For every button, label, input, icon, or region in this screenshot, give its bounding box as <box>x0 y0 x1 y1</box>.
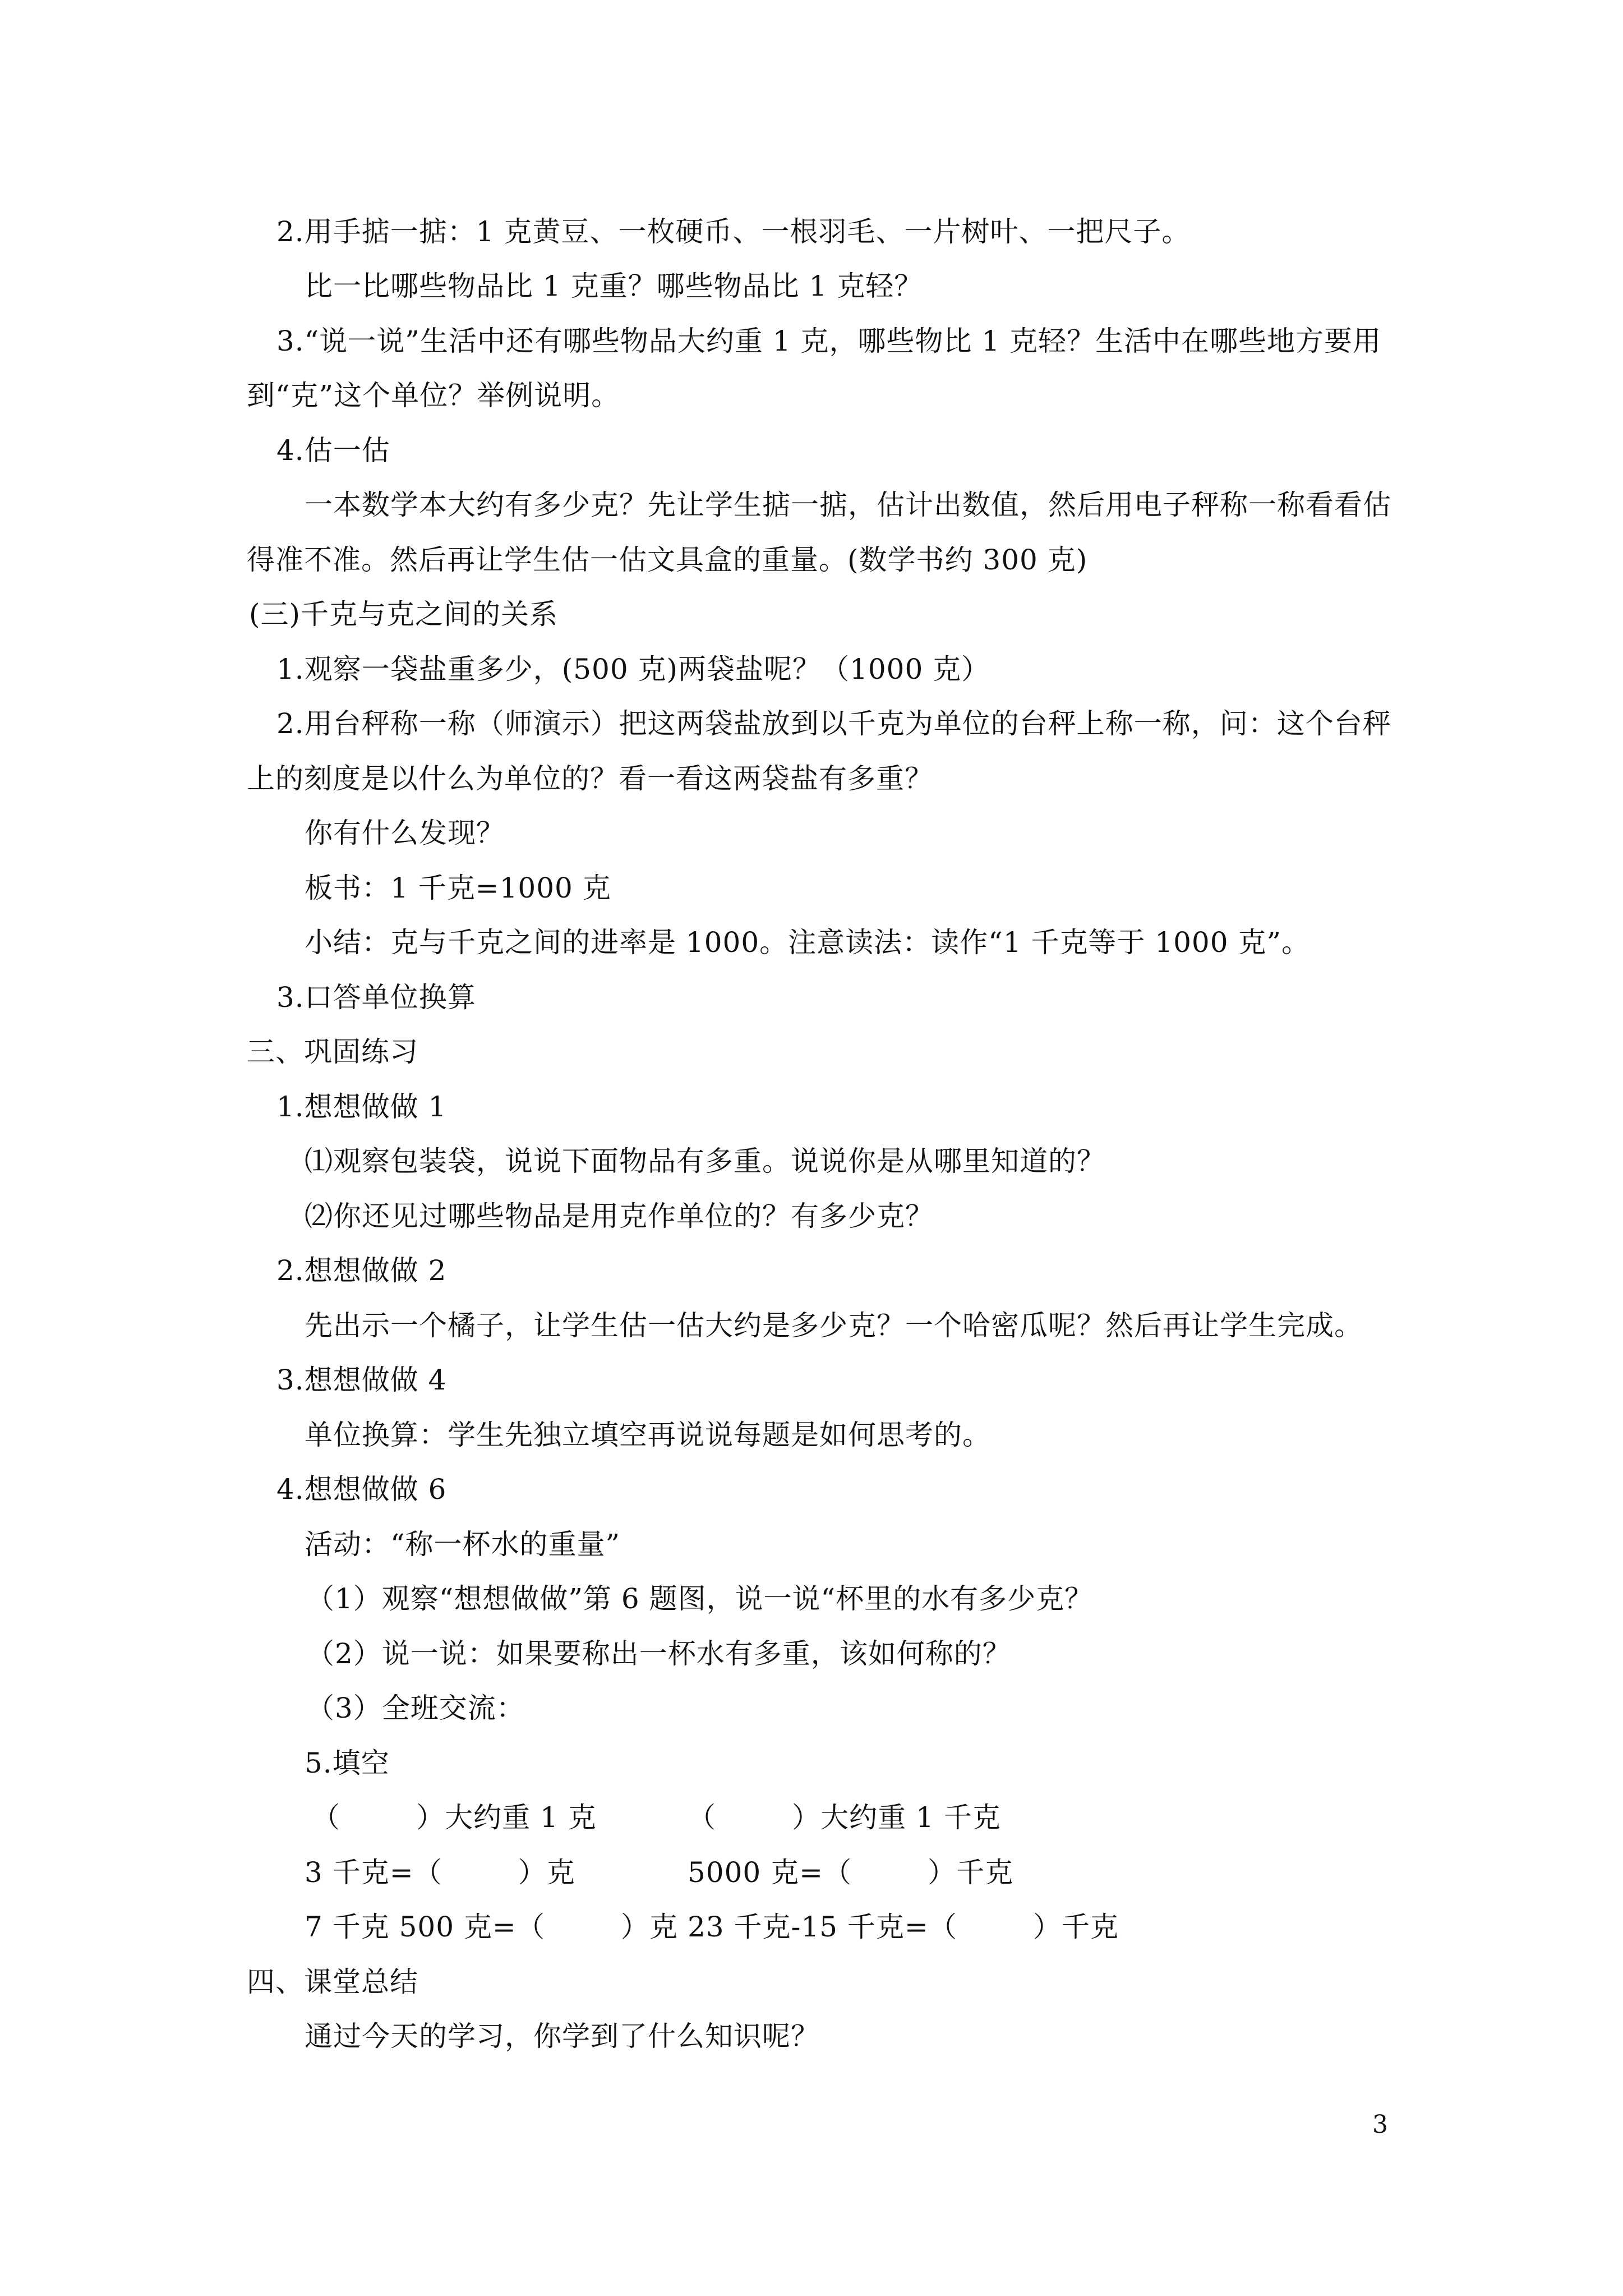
item-3-say-line2: 到“克”这个单位？举例说明。 <box>247 379 620 412</box>
estimate-text-line1: 一本数学本大约有多少克？先让学生掂一掂，估计出数值，然后用电子秤称一称看看估 <box>305 489 1391 521</box>
fill-blank-3-left: 7 千克 500 克=（ ）克 <box>305 1911 678 1943</box>
fill-blank-1-left: （ ）大约重 1 克 <box>312 1801 597 1834</box>
compare-question: 比一比哪些物品比 1 克重？哪些物品比 1 克轻？ <box>305 270 923 302</box>
exercise-1-q2: ⑵你还见过哪些物品是用克作单位的？有多少克？ <box>305 1200 934 1232</box>
exercise-6-heading: 4.想想做做 6 <box>276 1473 447 1506</box>
exercise-2-heading: 2.想想做做 2 <box>276 1254 447 1287</box>
exercise-1-heading: 1.想想做做 1 <box>276 1091 447 1123</box>
page-number: 3 <box>1372 2110 1388 2139</box>
exercise-2-text: 先出示一个橘子，让学生估一估大约是多少克？一个哈密瓜呢？然后再让学生完成。 <box>305 1309 1363 1342</box>
summary-note: 小结：克与千克之间的进率是 1000。注意读法：读作“1 千克等于 1000 克”。 <box>305 926 1310 959</box>
estimate-text-line2: 得准不准。然后再让学生估一估文具盒的重量。(数学书约 300 克) <box>247 544 1088 576</box>
exercise-4-text: 单位换算：学生先独立填空再说说每题是如何思考的。 <box>305 1419 991 1451</box>
item-2-weigh-by-hand: 2.用手掂一掂：1 克黄豆、一枚硬币、一根羽毛、一片树叶、一把尺子。 <box>276 215 1191 248</box>
closing-question: 通过今天的学习，你学到了什么知识呢？ <box>305 2020 819 2053</box>
scale-demo-line1: 2.用台秤称一称（师演示）把这两袋盐放到以千克为单位的台秤上称一称，问：这个台秤 <box>276 707 1391 740</box>
fill-blank-3-right: 23 千克-15 千克=（ ）千克 <box>688 1911 1119 1943</box>
fill-blank-heading: 5.填空 <box>305 1747 390 1779</box>
scale-demo-line2: 上的刻度是以什么为单位的？看一看这两袋盐有多重？ <box>247 762 933 795</box>
fill-blank-1-right: （ ）大约重 1 千克 <box>688 1801 1001 1834</box>
item-4-estimate: 4.估一估 <box>276 434 390 467</box>
item-3-say-line1: 3.“说一说”生活中还有哪些物品大约重 1 克，哪些物比 1 克轻？生活中在哪些地方要用 <box>276 325 1382 357</box>
part-4-heading: 四、课堂总结 <box>247 1966 418 1998</box>
observe-salt: 1.观察一袋盐重多少，(500 克)两袋盐呢？（1000 克） <box>276 653 990 685</box>
exercise-4-heading: 3.想想做做 4 <box>276 1364 447 1396</box>
part-3-heading: 三、巩固练习 <box>247 1036 418 1068</box>
activity-step-2: （2）说一说：如果要称出一杯水有多重，该如何称的？ <box>306 1637 1011 1670</box>
discovery-question: 你有什么发现？ <box>305 817 505 849</box>
fill-blank-2-left: 3 千克=（ ）克 <box>305 1856 575 1889</box>
activity-step-3: （3）全班交流： <box>306 1692 525 1724</box>
exercise-1-q1: ⑴观察包装袋，说说下面物品有多重。说说你是从哪里知道的？ <box>305 1145 1105 1177</box>
activity-step-1: （1）观察“想想做做”第 6 题图，说一说“杯里的水有多少克？ <box>306 1582 1094 1615</box>
blackboard-note: 板书：1 千克=1000 克 <box>305 872 611 904</box>
section-3-heading: (三)千克与克之间的关系 <box>249 598 559 631</box>
oral-unit-conversion: 3.口答单位换算 <box>276 981 476 1014</box>
fill-blank-2-right: 5000 克=（ ）千克 <box>688 1856 1014 1889</box>
activity-title: 活动：“称一杯水的重量” <box>305 1528 621 1561</box>
